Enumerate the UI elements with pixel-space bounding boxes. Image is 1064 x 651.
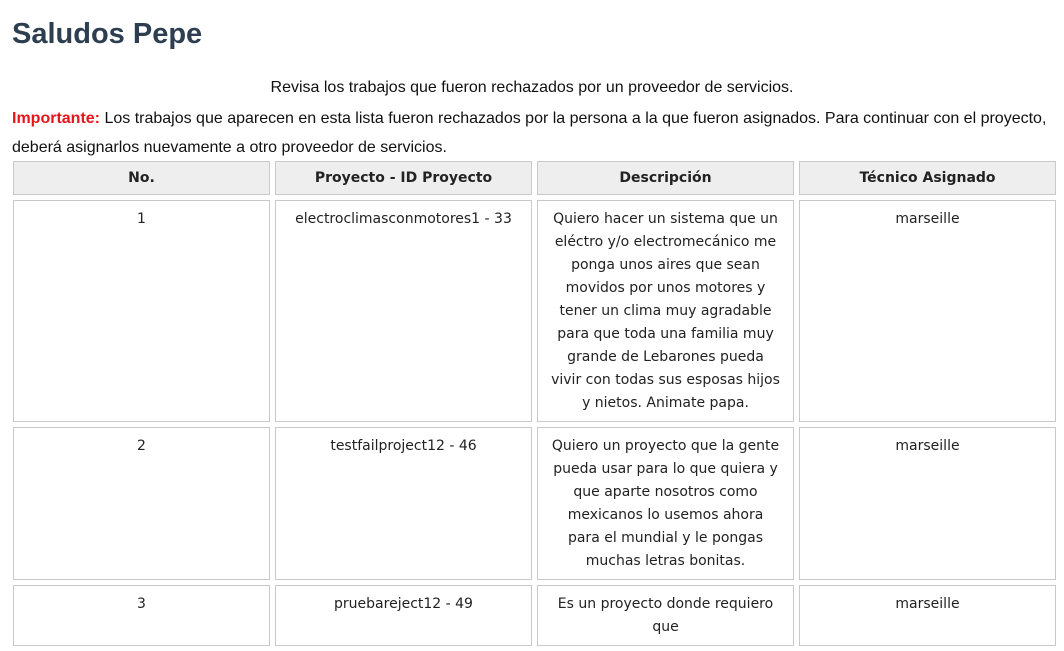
- rejected-jobs-table: [8, 156, 1061, 651]
- page-title: Saludos Pepe: [12, 18, 203, 50]
- row-number: 1: [13, 200, 270, 422]
- row-project: pruebareject12 - 49: [275, 585, 532, 646]
- row-project: testfailproject12 - 46: [275, 427, 532, 580]
- column-header-technician: Técnico Asignado: [799, 161, 1056, 195]
- important-notice: [12, 104, 1057, 162]
- row-technician: marseille: [799, 200, 1056, 422]
- row-technician: marseille: [799, 427, 1056, 580]
- table-row: [13, 585, 1056, 646]
- row-description: Es un proyecto donde requiero que: [537, 585, 794, 646]
- column-header-project: Proyecto - ID Proyecto: [275, 161, 532, 195]
- important-label: Importante:: [12, 110, 100, 127]
- column-header-no: No.: [13, 161, 270, 195]
- row-number: 3: [13, 585, 270, 646]
- table-row: [13, 200, 1056, 422]
- column-header-description: Descripción: [537, 161, 794, 195]
- page-subtitle: Revisa los trabajos que fueron rechazados por un proveedor de servicios.: [270, 79, 794, 96]
- row-description: Quiero un proyecto que la gente pueda usar para lo que quiera y que aparte nosotros como mexicanos lo usemos ahora para el mundial y le pongas muchas letras bonitas.: [537, 427, 794, 580]
- table-header-row: [13, 161, 1056, 195]
- table-row: [13, 427, 1056, 580]
- row-number: 2: [13, 427, 270, 580]
- row-project: electroclimasconmotores1 - 33: [275, 200, 532, 422]
- row-technician: marseille: [799, 585, 1056, 646]
- row-description: Quiero hacer un sistema que un eléctro y/o electromecánico me ponga unos aires que sean movidos por unos motores y tener un clima muy agradable para que toda una familia muy grande de Lebarones pueda vivir con todas sus esposas hijos y nietos. Animate papa.: [537, 200, 794, 422]
- important-text: Los trabajos que aparecen en esta lista fueron rechazados por la persona a la que fueron asignados. Para continuar con el proyecto, deberá asignarlos nuevamente a otro proveedor de servicios.: [12, 110, 1047, 156]
